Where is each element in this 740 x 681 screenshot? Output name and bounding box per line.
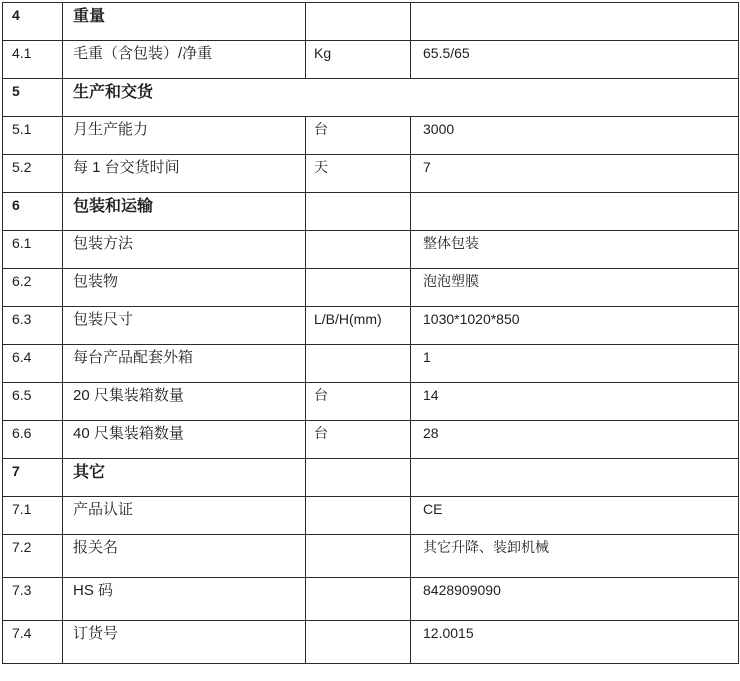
row-label: 包装物 bbox=[63, 269, 306, 307]
row-unit: 台 bbox=[306, 383, 411, 421]
row-number: 7.3 bbox=[3, 578, 63, 621]
row-number: 7.4 bbox=[3, 621, 63, 664]
row-number: 4.1 bbox=[3, 41, 63, 79]
row-unit bbox=[306, 231, 411, 269]
spec-row-5-1 bbox=[3, 117, 739, 155]
row-number: 6.1 bbox=[3, 231, 63, 269]
section-row-6 bbox=[3, 193, 739, 231]
empty-value-cell bbox=[411, 193, 739, 231]
spec-row-6-2 bbox=[3, 269, 739, 307]
row-unit: 台 bbox=[306, 117, 411, 155]
spec-table bbox=[2, 2, 739, 664]
row-value: 28 bbox=[411, 421, 739, 459]
spec-row-7-2 bbox=[3, 535, 739, 578]
row-label: 每 1 台交货时间 bbox=[63, 155, 306, 193]
row-label: 报关名 bbox=[63, 535, 306, 578]
row-value: 3000 bbox=[411, 117, 739, 155]
row-value: 12.0015 bbox=[411, 621, 739, 664]
row-unit: 台 bbox=[306, 421, 411, 459]
spec-row-7-4 bbox=[3, 621, 739, 664]
row-number: 7.1 bbox=[3, 497, 63, 535]
row-label: HS 码 bbox=[63, 578, 306, 621]
row-label: 20 尺集装箱数量 bbox=[63, 383, 306, 421]
spec-row-6-3 bbox=[3, 307, 739, 345]
row-label: 40 尺集装箱数量 bbox=[63, 421, 306, 459]
row-number: 6.2 bbox=[3, 269, 63, 307]
spec-row-6-5 bbox=[3, 383, 739, 421]
row-unit: 天 bbox=[306, 155, 411, 193]
row-value: 8428909090 bbox=[411, 578, 739, 621]
row-value: 7 bbox=[411, 155, 739, 193]
spec-row-4-1 bbox=[3, 41, 739, 79]
row-unit: L/B/H(mm) bbox=[306, 307, 411, 345]
row-value: 14 bbox=[411, 383, 739, 421]
row-unit bbox=[306, 345, 411, 383]
row-label: 毛重（含包装）/净重 bbox=[63, 41, 306, 79]
section-number: 4 bbox=[3, 3, 63, 41]
section-number: 6 bbox=[3, 193, 63, 231]
section-number: 5 bbox=[3, 79, 63, 117]
row-number: 6.6 bbox=[3, 421, 63, 459]
empty-unit-cell bbox=[306, 3, 411, 41]
row-unit: Kg bbox=[306, 41, 411, 79]
row-label: 包装方法 bbox=[63, 231, 306, 269]
section-title: 其它 bbox=[63, 459, 306, 497]
row-value: CE bbox=[411, 497, 739, 535]
row-label: 产品认证 bbox=[63, 497, 306, 535]
row-number: 5.2 bbox=[3, 155, 63, 193]
empty-value-cell bbox=[411, 3, 739, 41]
section-row-5 bbox=[3, 79, 739, 117]
row-value: 1030*1020*850 bbox=[411, 307, 739, 345]
spec-row-7-3 bbox=[3, 578, 739, 621]
row-number: 7.2 bbox=[3, 535, 63, 578]
empty-unit-cell bbox=[306, 193, 411, 231]
section-title: 包装和运输 bbox=[63, 193, 306, 231]
row-label: 月生产能力 bbox=[63, 117, 306, 155]
section-title: 重量 bbox=[63, 3, 306, 41]
row-unit bbox=[306, 497, 411, 535]
spec-row-6-4 bbox=[3, 345, 739, 383]
row-value: 泡泡塑膜 bbox=[411, 269, 739, 307]
row-label: 订货号 bbox=[63, 621, 306, 664]
row-value: 其它升降、装卸机械 bbox=[411, 535, 739, 578]
section-row-4 bbox=[3, 3, 739, 41]
row-value: 整体包装 bbox=[411, 231, 739, 269]
row-value: 1 bbox=[411, 345, 739, 383]
spec-row-5-2 bbox=[3, 155, 739, 193]
spec-row-7-1 bbox=[3, 497, 739, 535]
row-number: 6.5 bbox=[3, 383, 63, 421]
row-label: 每台产品配套外箱 bbox=[63, 345, 306, 383]
row-number: 5.1 bbox=[3, 117, 63, 155]
row-number: 6.4 bbox=[3, 345, 63, 383]
row-unit bbox=[306, 578, 411, 621]
row-unit bbox=[306, 269, 411, 307]
row-unit bbox=[306, 535, 411, 578]
row-number: 6.3 bbox=[3, 307, 63, 345]
spec-row-6-1 bbox=[3, 231, 739, 269]
spec-row-6-6 bbox=[3, 421, 739, 459]
section-number: 7 bbox=[3, 459, 63, 497]
row-value: 65.5/65 bbox=[411, 41, 739, 79]
empty-unit-cell bbox=[306, 459, 411, 497]
row-label: 包装尺寸 bbox=[63, 307, 306, 345]
section-title: 生产和交货 bbox=[63, 79, 739, 117]
row-unit bbox=[306, 621, 411, 664]
empty-value-cell bbox=[411, 459, 739, 497]
section-row-7 bbox=[3, 459, 739, 497]
